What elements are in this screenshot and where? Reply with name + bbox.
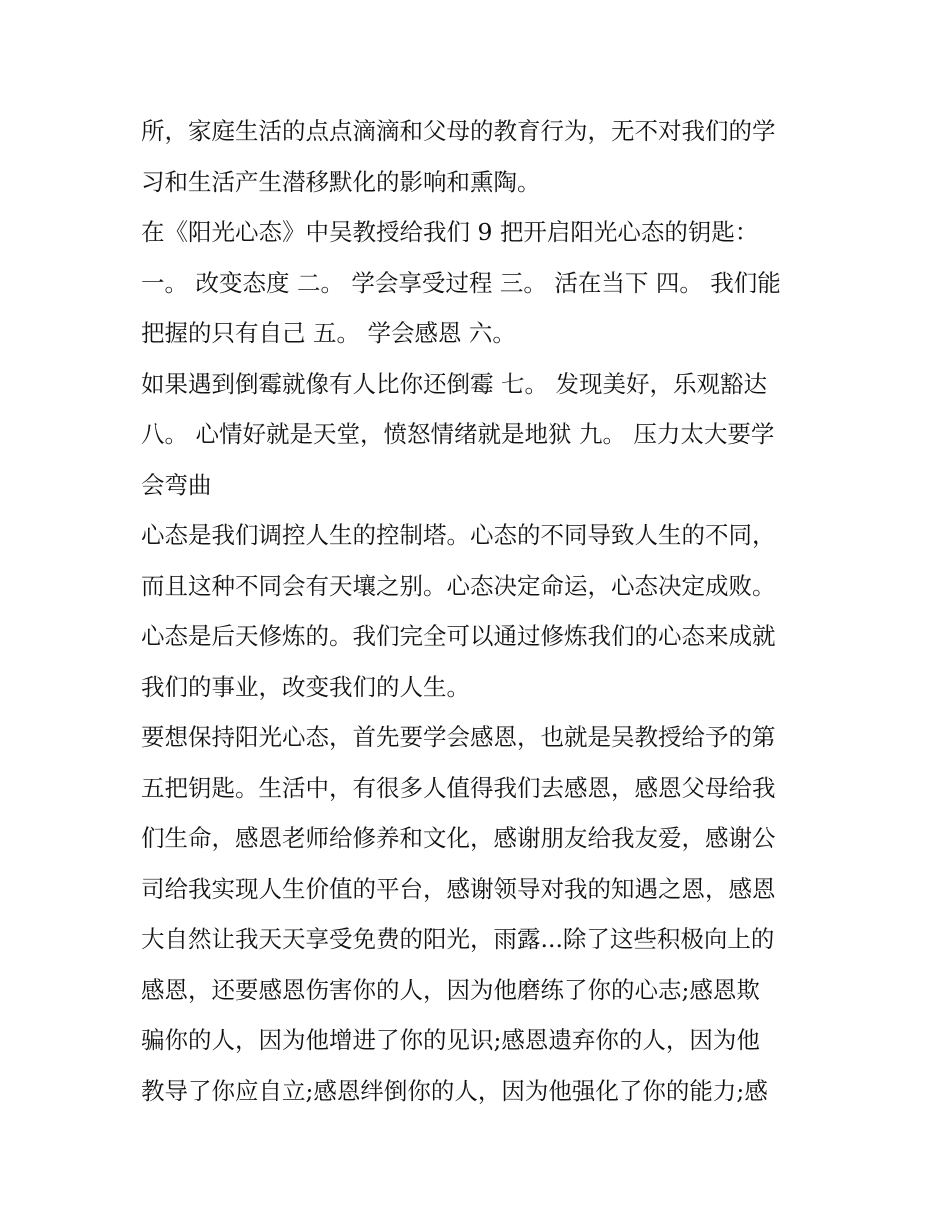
document-body <box>141 106 813 1116</box>
text-line: 心态是我们调控人生的控制塔。心态的不同导致人生的不同， <box>141 521 776 549</box>
text-line: 心态是后天修炼的。我们完全可以通过修炼我们的心态来成就 <box>141 622 776 650</box>
text-line: 八。 心情好就是天堂，愤怒情绪就是地狱 九。 压力太大要学 <box>141 420 775 448</box>
text-line: 教导了你应自立;感恩绊倒你的人，因为他强化了你的能力;感 <box>141 1076 768 1105</box>
text-line: 五把钥匙。生活中，有很多人值得我们去感恩，感恩父母给我 <box>141 773 776 802</box>
text-line: 而且这种不同会有天壤之别。心态决定命运，心态决定成败。 <box>141 571 776 600</box>
text-line: 我们的事业，改变我们的人生。 <box>141 672 470 701</box>
text-line: 在《阳光心态》中吴教授给我们 9 把开启阳光心态的钥匙： <box>141 218 759 246</box>
text-line: 要想保持阳光心态，首先要学会感恩，也就是吴教授给予的第 <box>141 723 776 751</box>
text-line: 把握的只有自己 五。 学会感恩 六。 <box>141 319 516 347</box>
text-line: 如果遇到倒霉就像有人比你还倒霉 七。 发现美好，乐观豁达 <box>141 369 767 398</box>
text-line: 习和生活产生潜移默化的影响和熏陶。 <box>141 167 541 196</box>
text-line: 一。 改变态度 二。 学会享受过程 三。 活在当下 四。 我们能 <box>141 268 781 297</box>
text-line: 们生命，感恩老师给修养和文化，感谢朋友给我友爱，感谢公 <box>141 824 776 852</box>
text-line: 会弯曲 <box>141 470 212 499</box>
text-line: 骗你的人，因为他增进了你的见识;感恩遗弃你的人，因为他 <box>141 1026 760 1054</box>
text-line: 大自然让我天天享受免费的阳光，雨露...除了这些积极向上的 <box>141 925 775 953</box>
text-line: 司给我实现人生价值的平台，感谢领导对我的知遇之恩，感恩 <box>141 874 776 903</box>
text-line: 所，家庭生活的点点滴滴和父母的教育行为，无不对我们的学 <box>141 117 776 145</box>
text-line: 感恩，还要感恩伤害你的人，因为他磨练了你的心志;感恩欺 <box>141 975 760 1004</box>
